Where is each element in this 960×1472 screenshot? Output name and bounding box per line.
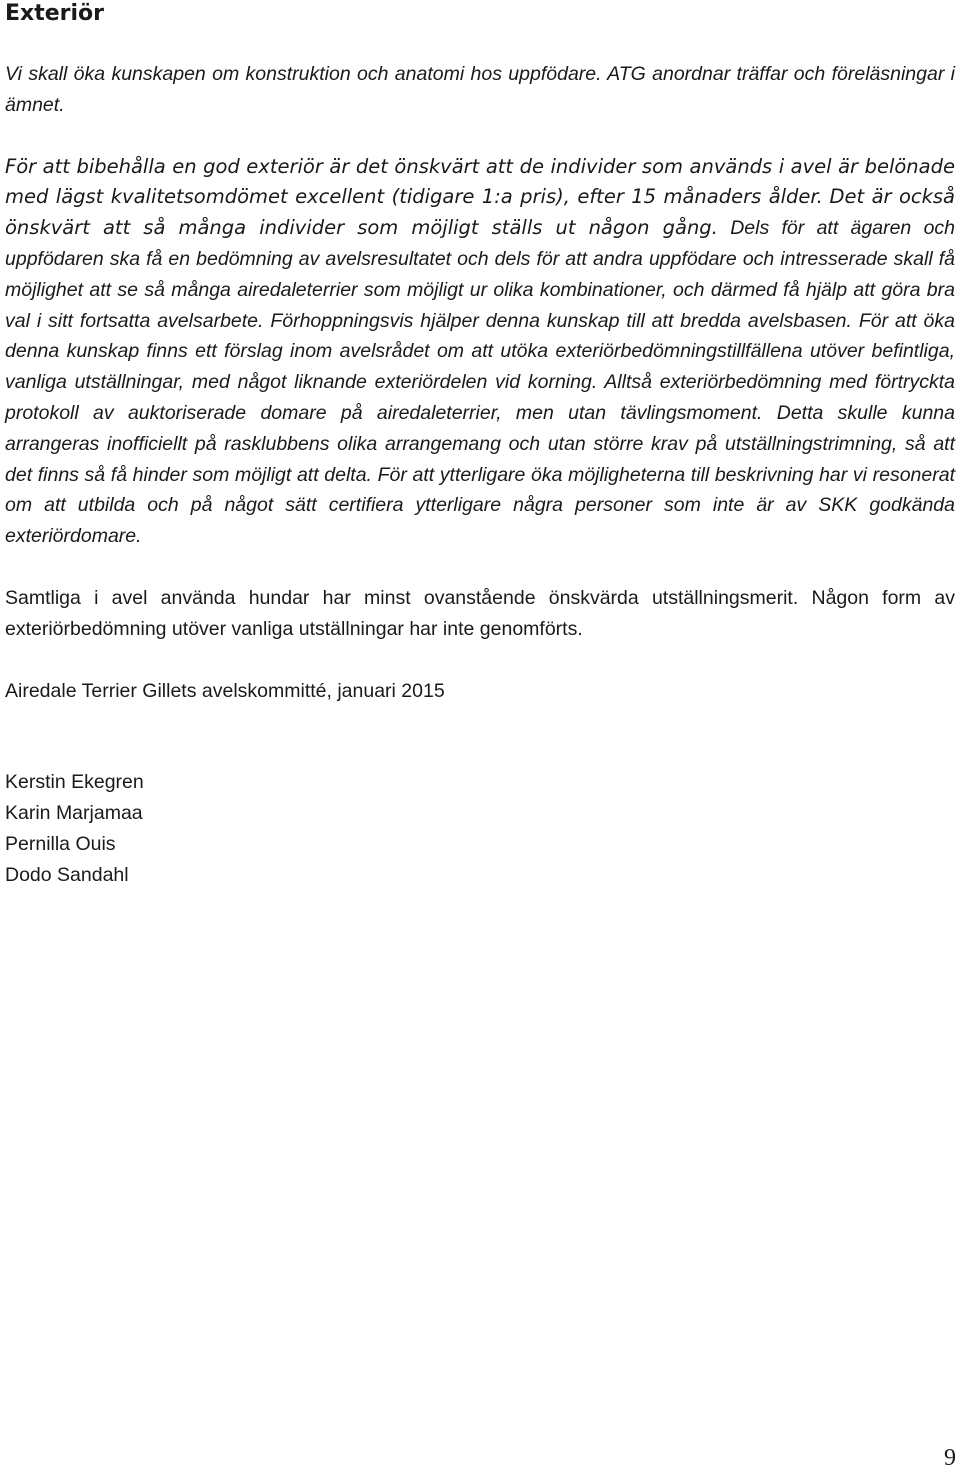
summary-paragraph: Samtliga i avel använda hundar har minst ovanstående önskvärda utställningsmerit. Någon form av exteriörbedömning utöver vanliga utställningar har inte genomförts. <box>5 586 955 640</box>
paragraph-sentence-1: För att bibehålla en god exteriör är det önskvärt att de individer som används i avel är belönade med lägst kvalitetsomdömet excellent (tidigare 1:a pris), efter 15 månaders ålder. <box>5 154 955 209</box>
signatory-name: Karin Marjamaa <box>5 802 143 825</box>
intro-paragraph: Vi skall öka kunskapen om konstruktion och anatomi hos uppfödare. ATG anordnar träffar och föreläsningar i ämnet. <box>5 63 955 116</box>
document-page <box>5 0 955 891</box>
signatory-list <box>5 767 955 890</box>
signatory-name: Dodo Sandahl <box>5 863 129 886</box>
signatory-name: Kerstin Ekegren <box>5 771 144 794</box>
committee-signoff: Airedale Terrier Gillets avelskommitté, januari 2015 <box>5 679 445 702</box>
page-number: 9 <box>944 1445 956 1471</box>
paragraph-sentence-3: Dels för att ägaren och uppfödaren ska få en bedömning av avelsresultatet och dels för att andra uppfödare och intresserade skall få möjlighet att se så många airedaleterrier som möjligt ur olika kombinationer, och därmed få hjälp att göra bra val i sitt fortsatta avelsarbete. Förhoppningsvis hjälper denna kunskap till att bredda avelsbasen. För att öka denna kunskap finns ett förslag inom avelsrådet om att utöka exteriörbedömningstillfällena utöver befintliga, vanliga utställningar, med något liknande exteriördelen vid korning. Alltså exteriörbedömning med förtryckta protokoll av auktoriserade domare på airedaleterrier, men utan tävlingsmoment. Detta skulle kunna arrangeras inofficiellt på rasklubbens olika arrangemang och utan större krav på utställningstrimning, så att det finns så få hinder som möjligt att delta. För att ytterligare öka möjligheterna till beskrivning har vi resonerat om att utbilda och på något sätt certifiera ytterligare några personer som inte är av SKK godkända exteriördomare. <box>5 217 956 548</box>
exterior-paragraph <box>5 152 955 552</box>
paragraph-sentence-2: Det är också önskvärt att så många individer som möjligt ställs ut någon gång. <box>5 185 955 240</box>
section-heading: Exteriör <box>5 1 105 26</box>
signatory-name: Pernilla Ouis <box>5 832 116 855</box>
